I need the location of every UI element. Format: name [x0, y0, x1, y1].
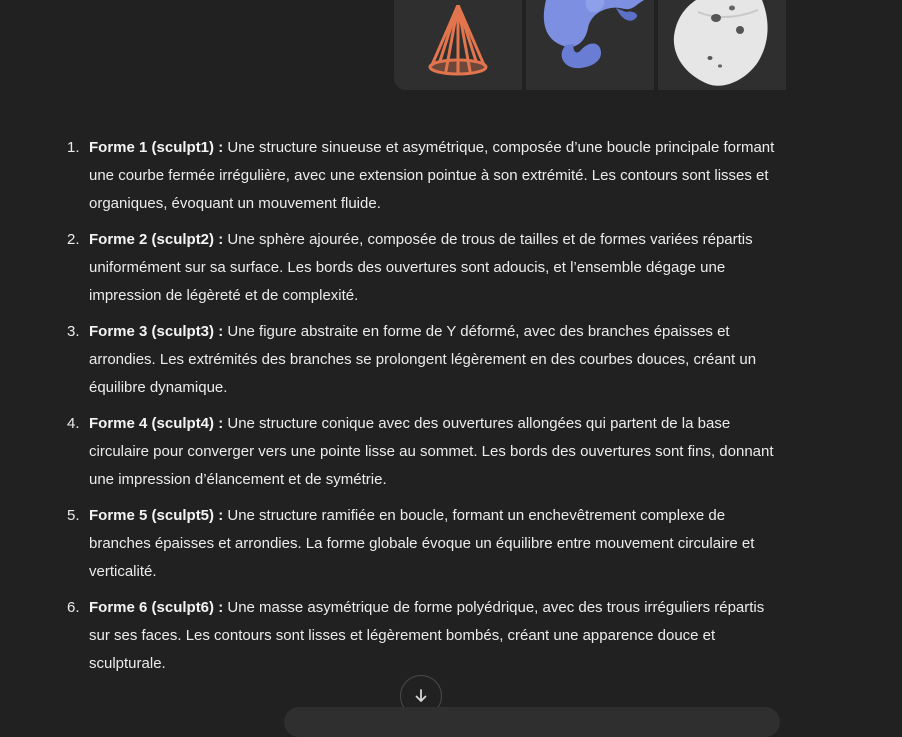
- sculpture-image-polyhedron[interactable]: [658, 0, 786, 90]
- list-number: 5.: [67, 507, 80, 524]
- cone-sculpture-icon: [418, 5, 498, 85]
- list-item: [62, 594, 787, 678]
- blue-branch-sculpture-icon: [526, 0, 654, 90]
- list-number: 6.: [67, 599, 80, 616]
- item-title: Forme 4 (sculpt4) :: [89, 415, 224, 432]
- list-item: [62, 318, 787, 402]
- list-item: [62, 134, 787, 218]
- list-number: 3.: [67, 323, 80, 340]
- item-text: Une structure ramifiée en boucle, formant un enchevêtrement complexe de branches épaisses et arrondies. La forme globale évoque un équilibre entre mouvement circulaire et verticalité.: [89, 507, 755, 580]
- item-title: Forme 1 (sculpt1) :: [89, 139, 224, 156]
- list-number: 1.: [67, 139, 80, 156]
- item-text: Une structure sinueuse et asymétrique, composée d’une boucle principale formant une courbe fermée irrégulière, avec une extension pointue à son extrémité. Les contours sont lisses et organiques, évoquant un mouvement fluide.: [89, 139, 775, 212]
- list-item: [62, 502, 787, 586]
- item-title: Forme 2 (sculpt2) :: [89, 231, 224, 248]
- item-text: Une figure abstraite en forme de Y déformé, avec des branches épaisses et arrondies. Les extrémités des branches se prolongent légèrement en des courbes douces, créant un équilibre dynamique.: [89, 323, 757, 396]
- item-title: Forme 3 (sculpt3) :: [89, 323, 224, 340]
- sculpture-image-cone[interactable]: [394, 0, 522, 90]
- list-item: [62, 410, 787, 494]
- item-text: Une structure conique avec des ouvertures allongées qui partent de la base circulaire pour converger vers une pointe lisse au sommet. Les bords des ouvertures sont fins, donnant une impression d’élancement et de symétrie.: [89, 415, 774, 488]
- arrow-down-icon: [413, 688, 429, 704]
- white-polyhedron-sculpture-icon: [658, 0, 786, 90]
- item-title: Forme 6 (sculpt6) :: [89, 599, 224, 616]
- sculpture-image-branch[interactable]: [526, 0, 654, 90]
- list-item: [62, 226, 787, 310]
- message-composer[interactable]: [284, 707, 780, 737]
- list-number: 2.: [67, 231, 80, 248]
- description-list: [62, 134, 787, 686]
- item-title: Forme 5 (sculpt5) :: [89, 507, 224, 524]
- item-text: Une masse asymétrique de forme polyédrique, avec des trous irréguliers répartis sur ses faces. Les contours sont lisses et légèrement bombés, créant une apparence douce et sculpturale.: [89, 599, 765, 672]
- item-text: Une sphère ajourée, composée de trous de tailles et de formes variées répartis uniformément sur sa surface. Les bords des ouvertures sont adoucis, et l’ensemble dégage une impression de légèreté et de complexité.: [89, 231, 753, 304]
- list-number: 4.: [67, 415, 80, 432]
- image-gallery: [394, 0, 786, 90]
